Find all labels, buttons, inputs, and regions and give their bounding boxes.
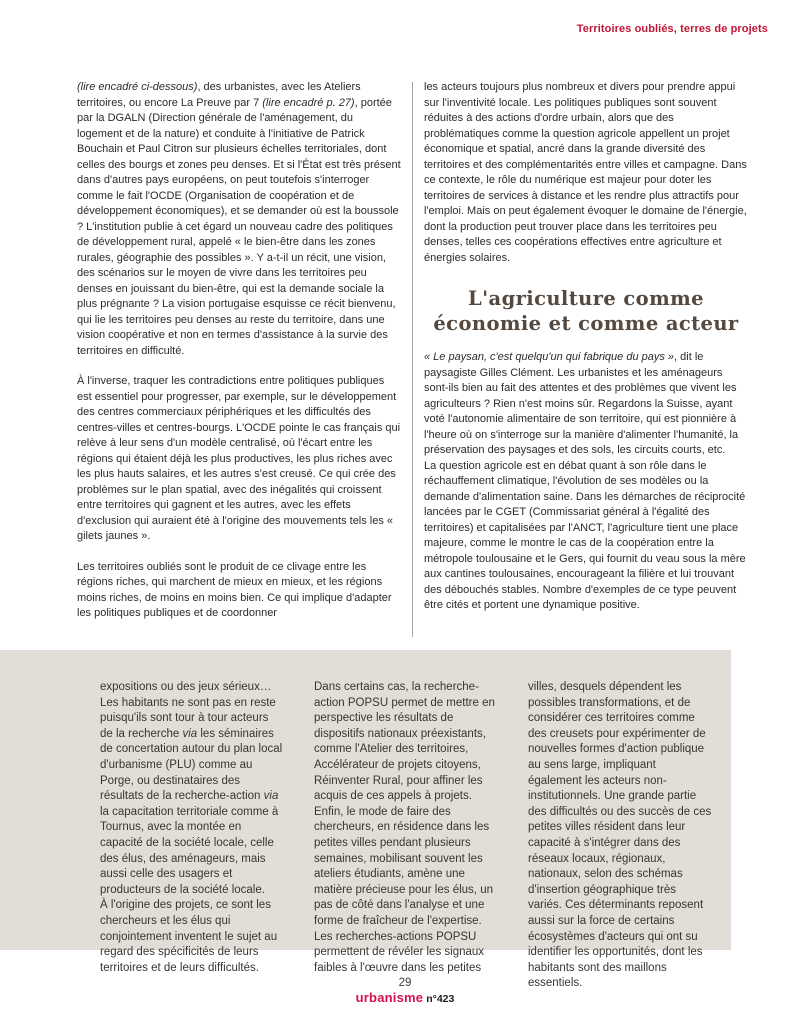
paragraph: Les territoires oubliés sont le produit de ce clivage entre les régions riches, qui marchent de mieux en mieux, et les régions moins riches, de moins en moins bien. Ce qui implique d'adapter les politiques publiques et de coordonner: [77, 560, 392, 619]
inset-box-column-1: [100, 680, 284, 974]
column-divider: [412, 82, 413, 637]
paragraph: expositions ou des jeux sérieux…: [100, 681, 272, 693]
paragraph: (lire encadré ci-dessous), des urbanistes, avec les Ateliers territoires, ou encore La Preuve par 7 (lire encadré p. 27), portée par la DGALN (Direction générale de l'aménagement, du logement et de la nature) et conduite à l'initiative de Patrick Bouchain et Paul Citron sur plusieurs échelles territoriales, dont celles des bourgs et zones peu denses. Et si l'État est très présent dans d'autres pays européens, on peut toutefois s'interroger comme le fait l'OCDE (Organisation de coopération et de développement économiques), et se demander où est la boussole ? L'institution publie à cet égard un nouveau cadre des politiques de développement rural, appelé « le bien-être dans les zones rurales, géographie des possibles ». Y a-t-il un récit, une vision, des scénarios sur le moyen de vivre dans les territoires peu denses en jouissant du bien-être, qui est la demande sociale la plus prégnante ? La vision portugaise esquisse ce récit bienvenu, qui lie les territoires peu denses au reste du territoire, dans une vision coopérative et non en termes d'assistance à la survie des territoires en difficulté.: [77, 81, 401, 357]
paragraph: À l'inverse, traquer les contradictions entre politiques publiques est essentiel pour progresser, par exemple, sur le développement des centres commerciaux périphériques et les difficultés des centres-villes et centres-bourgs. L'OCDE pointe le cas français qui relève à leur sens d'un modèle centralisé, où l'écart entre les régions qui étaient déjà les plus productives, les plus riches avec les plus hauts salaires, et les autres s'est creusé. Ce qui crée des problèmes sur le plan spatial, avec des inégalités qui croissent entre territoires qui gagnent et les autres, avec les effets d'exclusion qui auraient été à l'origine des mouvements tels les « gilets jaunes ».: [77, 375, 401, 542]
paragraph: « Le paysan, c'est quelqu'un qui fabrique du pays », dit le paysagiste Gilles Clément. Les urbanistes et les aménageurs sont-ils bien au fait des attentes et des problèmes que vivent les agriculteurs ? Rien n'est moins sûr. Regardons la Suisse, ayant voté l'autonomie alimentaire de son territoire, qui est pionnière à l'heure où on s'interroge sur la manière d'alimenter l'humanité, la préservation des paysages et des sols, les circuits courts, etc.: [424, 351, 739, 456]
paragraph: Les habitants ne sont pas en reste puisqu'ils sont tour à tour acteurs de la recherche via les séminaires de concertation autour du plan local d'urbanisme (PLU) comme au Porge, ou destinataires des résultats de la recherche-action via la capacitation territoriale comme à Tournus, avec la montée en capacité de la société locale, celle des élus, des aménageurs, mais aussi celle des usagers et producteurs de la société locale.: [100, 696, 283, 896]
page-footer: [0, 977, 785, 1006]
magazine-logo: urbanisme: [355, 990, 424, 1005]
issue-number: n°423: [426, 993, 455, 1005]
paragraph: À l'origine des projets, ce sont les chercheurs et les élus qui conjointement inventent le sujet au regard des spécificités de leurs territoires et de leurs difficultés.: [100, 899, 278, 974]
section-heading: L'agriculture comme économie et comme acteur: [433, 287, 739, 335]
paragraph: La question agricole est en débat quant à son rôle dans le réchauffement climatique, l'évolution de ses modèles ou la demande d'alimentation saine. Dans les démarches de réciprocité lancées par le CGET (Commissariat général à l'égalité des territoires) et capitalisées par l'ANCT, l'agriculture tient une place majeure, comme le montre le cas de la coopération entre la métropole toulousaine et le Gers, qui fournit du veau sous la mère aux cantines toulousaines, encourageant la filière et lui trouvant des débouchés stables. Nombre d'exemples de ce type peuvent être cités et portent une dynamique positive.: [424, 459, 746, 611]
running-header: Territoires oubliés, terres de projets: [576, 23, 768, 35]
main-text-area: [77, 80, 748, 637]
magazine-imprint: [0, 991, 785, 1006]
paragraph: Dans certains cas, la recherche-action POPSU permet de mettre en perspective les résultats de dispositifs nationaux préexistants, comme l'Atelier des territoires, Accélérateur de projets citoyens, Réinventer Rural, pour affiner les acquis de ces appels à projets. Enfin, le mode de faire des chercheurs, en résidence dans les petites villes pendant plusieurs semaines, mobilisant souvent les ateliers étudiants, amène une matière précieuse pour les élus, un pas de côté dans l'analyse et une forme de fraîcheur de l'expertise.: [314, 681, 495, 927]
right-column: [424, 80, 748, 637]
paragraph: les acteurs toujours plus nombreux et divers pour prendre appui sur l'inventivité locale. Les politiques publiques sont souvent réduites à des actions d'ordre urbain, alors que des problématiques comme la question agricole appellent un projet économique et spatial, ancré dans la grande diversité des territoires et des complémentarités entre villes et campagne. Dans ce contexte, le rôle du numérique est majeur pour doter les territoires de services à distance et les rendre plus attractifs pour l'emploi. Mais on peut également évoquer le domaine de l'énergie, dont la production peut trouver place dans les territoires peu denses, telles ces coopérations effectives entre agriculture et énergies solaires.: [424, 81, 747, 264]
inset-box-column-3: [528, 680, 712, 990]
page-number: 29: [398, 977, 412, 989]
left-column: [77, 80, 401, 637]
inset-box-column-2: [314, 680, 498, 974]
paragraph: Les recherches-actions POPSU permettent de révéler les signaux faibles à l'œuvre dans les petites: [314, 930, 485, 974]
paragraph: villes, desquels dépendent les possibles transformations, et de considérer ces territoires comme des creusets pour expérimenter de nouvelles formes d'action publique au sens large, impliquant également les acteurs non-institutionnels. Une grande partie des difficultés ou des succès de ces petites villes résident dans leur capacité à s'intégrer dans des réseaux locaux, régionaux, nationaux, selon des schémas d'insertion géographique très variés. Ces déterminants reposent aussi sur la force de certains écosystèmes d'acteurs qui ont su identifier les opportunités, dont les habitants sont des maillons essentiels.: [528, 681, 712, 990]
